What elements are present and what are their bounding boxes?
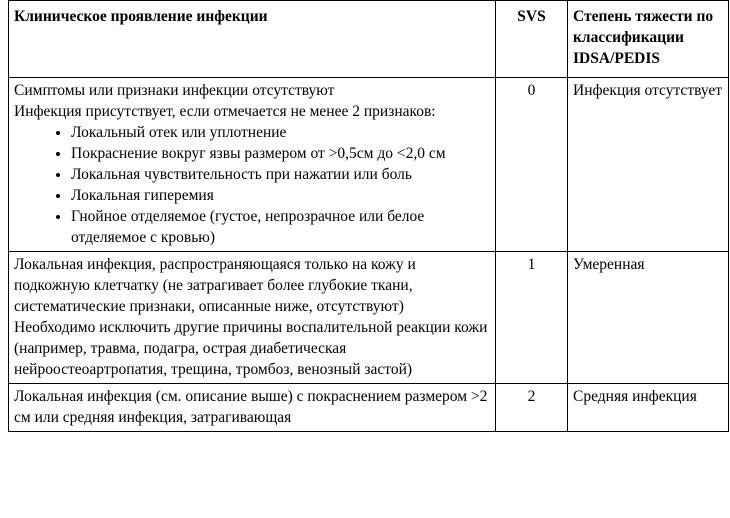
header-svs: SVS [496,1,568,78]
list-item: • Локальная гиперемия [71,185,490,206]
manifestation-cell [9,78,496,252]
list-item: • Гнойное отделяемое (густое, непрозрачное или белое отделяемое с кровью) [71,206,490,248]
svs-cell: 2 [496,384,568,432]
row-text: Локальная инфекция, распространяющаяся только на кожу и подкожную клетчатку (не затрагивает более глубокие ткани, систематические признаки, описанные ниже, отсутствуют) [14,256,416,315]
manifestation-cell [9,252,496,384]
severity-cell: Инфекция отсутствует [568,78,729,252]
severity-cell: Умеренная [568,252,729,384]
list-item: • Покраснение вокруг язвы размером от >0,5см до <2,0 см [71,143,490,164]
row-text: Инфекция присутствует, если отмечается не менее 2 признаков: [14,103,436,120]
table-row [9,384,729,432]
svs-cell: 1 [496,252,568,384]
list-item: • Локальный отек или уплотнение [71,122,490,143]
row-text: Симптомы или признаки инфекции отсутствуют [14,82,335,99]
severity-cell: Средняя инфекция [568,384,729,432]
header-manifestation: Клиническое проявление инфекции [9,1,496,78]
row-text: Необходимо исключить другие причины воспалительной реакции кожи (например, травма, подагра, острая диабетическая нейроостеоартропатия, трещина, тромбоз, венозный застой) [14,319,488,378]
header-row [9,1,729,78]
symptom-list [14,122,490,248]
manifestation-cell [9,384,496,432]
svs-cell: 0 [496,78,568,252]
row-text: Локальная инфекция (см. описание выше) с покраснением размером >2 см или средняя инфекция, затрагивающая [14,388,488,426]
table-row [9,78,729,252]
list-item: • Локальная чувствительность при нажатии или боль [71,164,490,185]
header-severity: Степень тяжести по классификации IDSA/PEDIS [568,1,729,78]
table-row [9,252,729,384]
infection-classification-table [8,0,729,432]
